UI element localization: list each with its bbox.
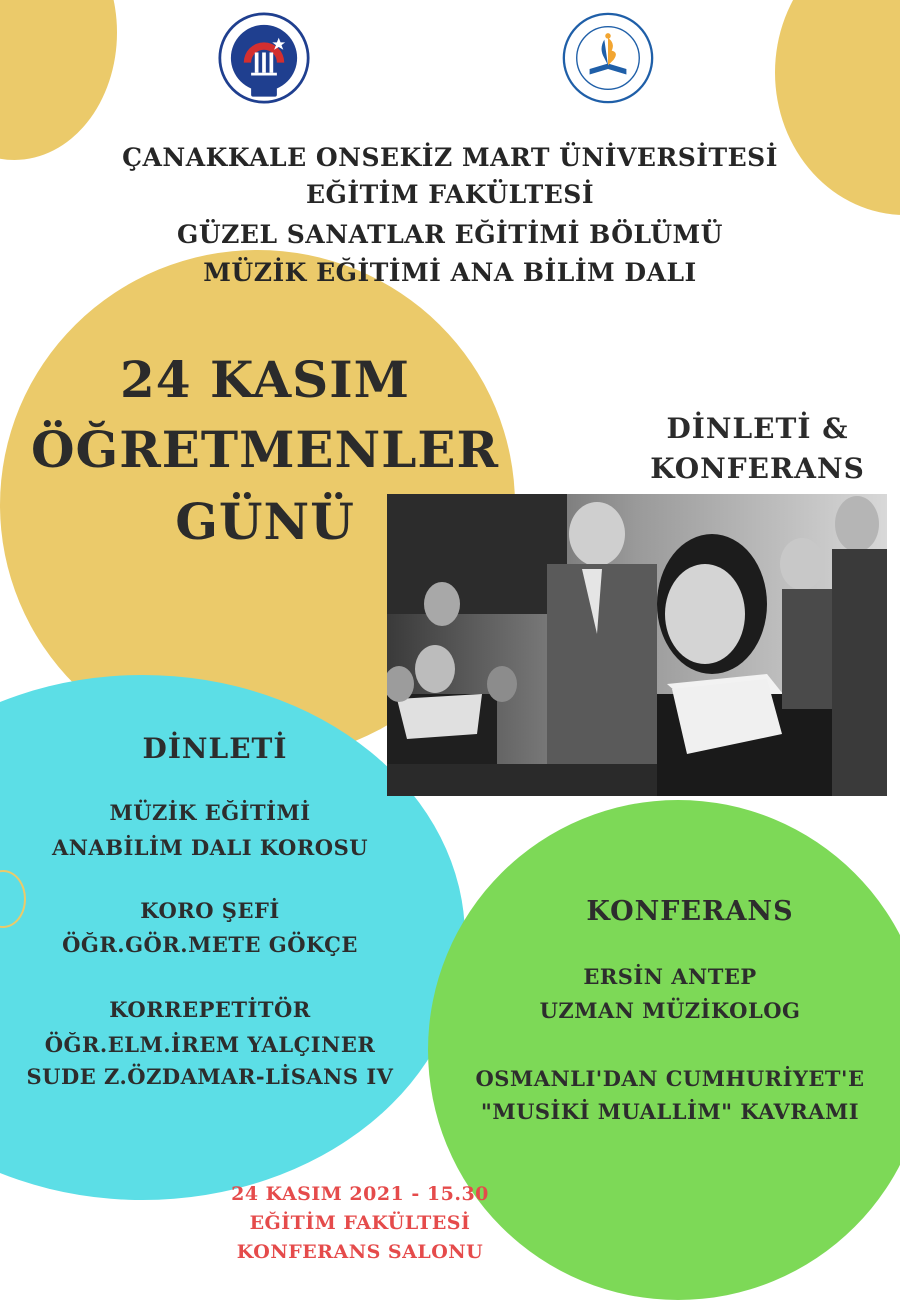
konferans-line-1: ERSİN ANTEP [583,964,757,989]
header-line-university: ÇANAKKALE ONSEKİZ MART ÜNİVERSİTESİ [122,143,778,172]
dinleti-line-5: KORREPETİTÖR [109,997,311,1022]
historical-photo [387,494,887,796]
footer-date-time: 24 KASIM 2021 - 15.30 [231,1183,489,1205]
dinleti-line-7: SUDE Z.ÖZDAMAR-LİSANS IV [26,1064,394,1089]
dinleti-line-3: KORO ŞEFİ [140,898,280,923]
header-line-department: GÜZEL SANATLAR EĞİTİMİ BÖLÜMÜ [177,220,723,249]
university-logo [218,12,310,104]
decor-circle-top-left [0,0,117,160]
konferans-line-3: OSMANLI'DAN CUMHURİYET'E [475,1066,865,1091]
title-line-ogretmenler: ÖĞRETMENLER [30,420,500,479]
footer-venue-faculty: EĞİTİM FAKÜLTESİ [249,1212,471,1234]
title-line-gunu: GÜNÜ [175,492,355,551]
dinleti-line-4: ÖĞR.GÖR.METE GÖKÇE [62,932,358,957]
dinleti-heading: DİNLETİ [142,732,288,765]
header-line-division: MÜZİK EĞİTİMİ ANA BİLİM DALI [203,258,697,287]
event-type-line-1: DİNLETİ & [666,412,849,445]
dinleti-line-1: MÜZİK EĞİTİMİ [109,800,311,825]
dinleti-line-6: ÖĞR.ELM.İREM YALÇINER [44,1032,376,1057]
title-line-date: 24 KASIM [119,350,411,409]
konferans-line-2: UZMAN MÜZİKOLOG [539,998,801,1023]
faculty-logo [562,12,654,104]
dinleti-line-2: ANABİLİM DALI KOROSU [51,835,369,860]
konferans-heading: KONFERANS [586,896,794,927]
header-line-faculty: EĞİTİM FAKÜLTESİ [305,180,595,209]
event-type-line-2: KONFERANS [650,452,865,485]
footer-venue-hall: KONFERANS SALONU [236,1241,484,1263]
konferans-line-4: "MUSİKİ MUALLİM" KAVRAMI [480,1099,860,1124]
